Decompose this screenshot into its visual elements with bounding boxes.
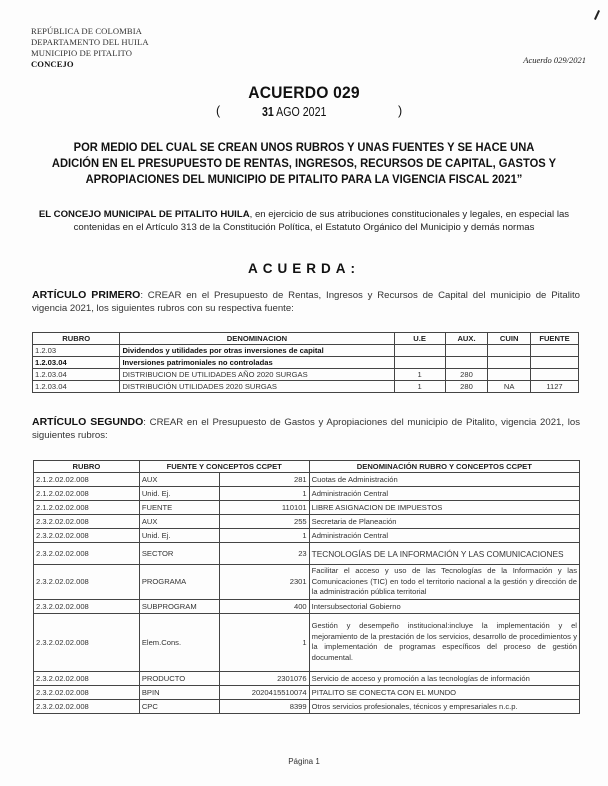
ue-cell: 1 [394, 381, 445, 393]
column-header: FUENTE [531, 333, 579, 345]
concepto-cell: AUX [139, 473, 219, 487]
column-header: RUBRO [33, 333, 120, 345]
column-header: DENOMINACIÓN RUBRO Y CONCEPTOS CCPET [309, 461, 579, 473]
aux-cell [445, 357, 488, 369]
rubro-cell: 2.3.2.02.02.008 [34, 529, 140, 543]
denominacion-cell: Intersubsectorial Gobierno [309, 599, 579, 613]
articulo-primero [32, 289, 580, 315]
column-header: AUX. [445, 333, 488, 345]
date-paren-close: ) [398, 104, 403, 118]
valor-cell: 1 [219, 529, 309, 543]
page-title: ACUERDO 029 [248, 83, 360, 102]
aux-cell [445, 345, 488, 357]
intro-bold: EL CONCEJO MUNICIPAL DE PITALITO HUILA [38, 209, 250, 220]
concepto-cell: BPIN [139, 685, 219, 699]
denominacion-cell: Dividendos y utilidades por otras inversiones de capital [120, 345, 394, 357]
denominacion-cell: TECNOLOGÍAS DE LA INFORMACIÓN Y LAS COMUNICACIONES [309, 543, 579, 565]
denominacion-cell: Cuotas de Administración [309, 473, 579, 487]
denominacion-cell: LIBRE ASIGNACION DE IMPUESTOS [309, 501, 579, 515]
fuente-cell [531, 357, 579, 369]
concepto-cell: AUX [139, 515, 219, 529]
denominacion-cell: DISTRIBUCION DE UTILIDADES AÑO 2020 SURGAS [120, 369, 394, 381]
cuin-cell [488, 345, 531, 357]
rubro-cell: 2.3.2.02.02.008 [34, 599, 140, 613]
valor-cell: 110101 [219, 501, 309, 515]
acuerda-heading: ACUERDA: [248, 261, 360, 276]
denominacion-cell: Administración Central [309, 487, 579, 501]
valor-cell: 2301 [219, 565, 309, 600]
table-row [34, 501, 580, 515]
concepto-cell: FUENTE [139, 501, 219, 515]
concepto-cell: Unid. Ej. [139, 529, 219, 543]
table-row [34, 671, 580, 685]
aux-cell: 280 [445, 381, 488, 393]
concepto-cell: CPC [139, 699, 219, 713]
concepto-cell: SUBPROGRAM [139, 599, 219, 613]
ue-cell: 1 [394, 369, 445, 381]
denominacion-cell: DISTRIBUCIÓN UTILIDADES 2020 SURGAS [120, 381, 394, 393]
denominacion-cell: Servicio de acceso y promoción a las tecnologías de información [309, 671, 579, 685]
rubro-cell: 2.3.2.02.02.008 [34, 685, 140, 699]
letterhead-line: REPÚBLICA DE COLOMBIA [31, 26, 142, 36]
rubro-cell: 1.2.03 [33, 345, 120, 357]
date-month-year: AGO 2021 [273, 105, 327, 119]
gastos-table [33, 460, 580, 714]
column-header: RUBRO [34, 461, 140, 473]
articulo-primero-label: ARTÍCULO PRIMERO [32, 289, 141, 301]
rubro-cell: 2.1.2.02.02.008 [34, 487, 140, 501]
table-row [34, 515, 580, 529]
valor-cell: 8399 [219, 699, 309, 713]
rubro-cell: 2.1.2.02.02.008 [34, 473, 140, 487]
valor-cell: 1 [219, 613, 309, 671]
articulo-segundo-text: : CREAR en el Presupuesto de Gastos y Apropiaciones del municipio de Pitalito, vigencia 2021, los siguientes rubros: [32, 417, 581, 441]
table-header-row [34, 461, 580, 473]
rubro-cell: 2.3.2.02.02.008 [34, 543, 140, 565]
rubro-cell: 1.2.03.04 [33, 381, 120, 393]
table-row [34, 699, 580, 713]
date-paren-open: ( [216, 104, 221, 118]
rubro-cell: 1.2.03.04 [33, 369, 120, 381]
fuente-cell [531, 369, 579, 381]
letterhead [31, 26, 149, 70]
date-day: 31 [262, 105, 274, 119]
letterhead-line: MUNICIPIO DE PITALITO [31, 48, 133, 58]
valor-cell: 1 [219, 487, 309, 501]
denominacion-cell: Administración Central [309, 529, 579, 543]
denominacion-cell: Facilitar el acceso y uso de las Tecnologías de la Información y las Comunicaciones (TIC) en todo el territorio nacional a la gestión y dirección de la administración pública territorial [309, 565, 579, 600]
valor-cell: 2301076 [219, 671, 309, 685]
subject-heading: POR MEDIO DEL CUAL SE CREAN UNOS RUBROS Y UNAS FUENTES Y SE HACE UNA ADICIÓN EN EL PRESUPUESTO DE RENTAS, INGRESOS, RECURSOS DE CAPITAL, GASTOS Y APROPIACIONES DEL MUNICIPIO DE PITALITO PARA LA VIGENCIA FISCAL 2021” [51, 140, 557, 186]
concepto-cell: Elem.Cons. [139, 613, 219, 671]
aux-cell: 280 [445, 369, 488, 381]
articulo-primero-text: : CREAR en el Presupuesto de Rentas, Ingresos y Recursos de Capital del municipio de Pitalito vigencia 2021, los siguientes rubros con su respectiva fuente: [32, 290, 580, 314]
column-header: U.E [394, 333, 445, 345]
rubro-cell: 2.3.2.02.02.008 [34, 671, 140, 685]
denominacion-cell: Inversiones patrimoniales no controladas [120, 357, 394, 369]
table-row [34, 529, 580, 543]
document-reference: Acuerdo 029/2021 [523, 55, 586, 65]
rubro-cell: 1.2.03.04 [33, 357, 120, 369]
valor-cell: 23 [219, 543, 309, 565]
table-row [34, 565, 580, 600]
denominacion-cell: Secretaria de Planeación [309, 515, 579, 529]
column-header: CUIN [488, 333, 531, 345]
concepto-cell: Unid. Ej. [139, 487, 219, 501]
concepto-cell: PROGRAMA [139, 565, 219, 600]
table-row [33, 369, 579, 381]
page-number: Página 1 [288, 757, 320, 766]
pen-mark [594, 10, 600, 20]
table-row [34, 543, 580, 565]
cuin-cell [488, 357, 531, 369]
table-row [33, 345, 579, 357]
articulo-segundo [32, 416, 580, 442]
denominacion-cell: Otros servicios profesionales, técnicos y empresariales n.c.p. [309, 699, 579, 713]
table-row [34, 685, 580, 699]
rubro-cell: 2.3.2.02.02.008 [34, 565, 140, 600]
letterhead-concejo: CONCEJO [31, 59, 74, 69]
concepto-cell: PRODUCTO [139, 671, 219, 685]
fuente-cell [531, 345, 579, 357]
rubro-cell: 2.3.2.02.02.008 [34, 515, 140, 529]
table-row [34, 599, 580, 613]
articulo-segundo-label: ARTÍCULO SEGUNDO [32, 416, 144, 428]
column-header: FUENTE Y CONCEPTOS CCPET [139, 461, 309, 473]
rubro-cell: 2.3.2.02.02.008 [34, 699, 140, 713]
valor-cell: 281 [219, 473, 309, 487]
table-header-row [33, 333, 579, 345]
valor-cell: 255 [219, 515, 309, 529]
ue-cell [394, 345, 445, 357]
column-header: DENOMINACION [120, 333, 394, 345]
valor-cell: 400 [219, 599, 309, 613]
cuin-cell [488, 369, 531, 381]
denominacion-cell: Gestión y desempeño institucional:incluye la implementación y el mejoramiento de la prestación de los servicios, desarrollo de procedimientos y la implementación de programas específicos del proceso de gestión documental. [309, 613, 579, 671]
table-row [34, 613, 580, 671]
date-value [262, 105, 326, 119]
rubro-cell: 2.1.2.02.02.008 [34, 501, 140, 515]
denominacion-cell: PITALITO SE CONECTA CON EL MUNDO [309, 685, 579, 699]
letterhead-line: DEPARTAMENTO DEL HUILA [31, 37, 149, 47]
rubro-cell: 2.3.2.02.02.008 [34, 613, 140, 671]
intro-paragraph [30, 208, 578, 234]
table-row [34, 487, 580, 501]
ue-cell [394, 357, 445, 369]
table-row [33, 357, 579, 369]
table-row [33, 381, 579, 393]
cuin-cell: NA [488, 381, 531, 393]
intro-text: , en ejercicio de sus atribuciones constitucionales y legales, en especial las contenidas en el Artículo 313 de la Constitución Política, el Estatuto Orgánico del Municipio y demás normas [73, 209, 570, 233]
concepto-cell: SECTOR [139, 543, 219, 565]
valor-cell: 2020415510074 [219, 685, 309, 699]
rentas-table [32, 332, 579, 393]
fuente-cell: 1127 [531, 381, 579, 393]
table-row [34, 473, 580, 487]
